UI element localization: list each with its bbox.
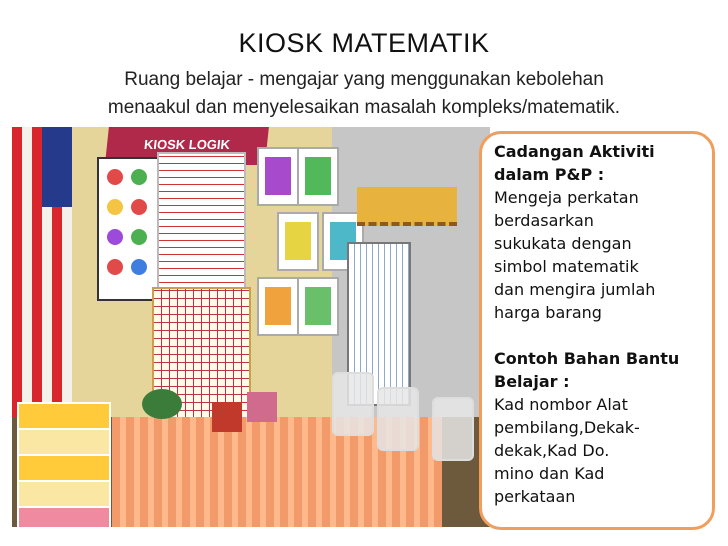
photo-red-box <box>212 402 242 432</box>
materials-line: perkataan <box>494 487 576 506</box>
materials-line: dekak,Kad Do. <box>494 441 610 460</box>
photo-hundred-board <box>157 152 246 291</box>
photo-jar-1 <box>332 372 374 436</box>
materials-heading-line-1: Contoh Bahan Bantu <box>494 349 680 368</box>
materials-line: pembilang,Dekak- <box>494 418 640 437</box>
section-spacer <box>494 324 702 347</box>
photo-card-1 <box>257 147 299 206</box>
photo-card-5 <box>257 277 299 336</box>
materials-heading-line-2: Belajar : <box>494 372 570 391</box>
classroom-photo <box>12 127 490 527</box>
photo-chart-board <box>97 157 161 301</box>
activity-line: sukukata dengan <box>494 234 632 253</box>
photo-banner <box>357 187 457 226</box>
activity-line: harga barang <box>494 303 602 322</box>
activity-line: dan mengira jumlah <box>494 280 656 299</box>
photo-jar-2 <box>377 387 419 451</box>
photo-card-6 <box>297 277 339 336</box>
photo-jar-3 <box>432 397 474 461</box>
activity-heading-line-1: Cadangan Aktiviti <box>494 142 655 161</box>
photo-counting-box <box>247 392 277 422</box>
photo-box-stack <box>17 402 111 527</box>
activity-heading-line-2: dalam P&P : <box>494 165 605 184</box>
subtitle-line-1: Ruang belajar - mengajar yang menggunakan kebolehan <box>124 69 604 90</box>
photo-kiosk-sign: KIOSK LOGIK <box>105 127 269 165</box>
slide-subtitle <box>0 66 728 122</box>
activity-line: simbol matematik <box>494 257 639 276</box>
photo-card-3 <box>277 212 319 271</box>
slide-title: KIOSK MATEMATIK <box>238 28 490 58</box>
photo-flag-canton <box>42 127 72 207</box>
info-box <box>479 131 715 530</box>
materials-line: mino dan Kad <box>494 464 605 483</box>
materials-line: Kad nombor Alat <box>494 395 628 414</box>
photo-abacus <box>142 389 182 419</box>
activity-line: Mengeja perkatan <box>494 188 639 207</box>
activity-line: berdasarkan <box>494 211 594 230</box>
photo-card-2 <box>297 147 339 206</box>
subtitle-line-2: menaakul dan menyelesaikan masalah kompleks/matematik. <box>107 97 621 118</box>
